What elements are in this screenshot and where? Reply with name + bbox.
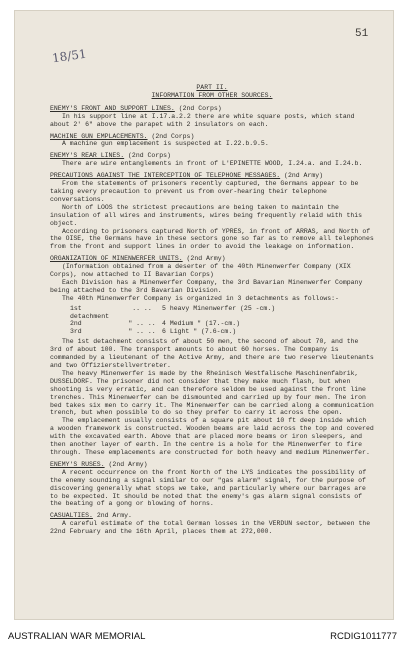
section-body-2: North of LOOS the strictest precautions are being taken to maintain the insulation of all wires and instruments, wires being frequently relaid with this object. [50,203,363,227]
section-heading: MACHINE GUN EMPLACEMENTS. [50,132,148,140]
section-source: (2nd Army) [186,255,226,263]
detachment-type: Light " (7.6-cm.) [169,328,237,336]
part-title: PART II. [196,84,228,91]
handwritten-note: 18/51 [51,46,88,66]
footer-record-id: RCDIG1011777 [330,631,397,642]
part-subtitle: INFORMATION FROM OTHER SOURCES. [151,91,273,99]
archive-footer [0,631,405,647]
section-body: A recent occurrence on the front North of the LYS indicates the possibility of the enemy sounding a signal similar to our "gas alarm" signal, for the purpose of discovering generally what stops we take, and particularly where our barrages are to be expected. It should be noted that the enemy's gas alarm signal consists of the beating of a gong or blowing of horns. [50,468,367,508]
section-body: In his support line at I.17.a.2.2 there are white square posts, which stand about 2' 6" above the parapet with 2 insulators on each. [50,112,355,128]
section-body: From the statements of prisoners recently captured, the Germans appear to be taking every precaution to prevent us from over-hearing their telephone conversations. [50,180,359,203]
section-source: (2nd Corps) [178,104,222,112]
detachment-name: 3rd [70,328,82,336]
section-heading: ENEMY'S FRONT AND SUPPORT LINES. [50,104,175,112]
detachment-count: 6 [162,328,166,336]
section-minenwerfer-units [50,255,374,457]
section-front-support [50,105,374,129]
section-casualties [50,512,374,536]
detachment-type: Medium " (17.-cm.) [169,320,241,328]
section-heading: ENEMY'S RUSES. [50,460,105,468]
section-body: A careful estimate of the total German losses in the VERDUN sector, between the 22nd February and the 16th April, places them at 272,000. [50,520,371,536]
detachment-ditto: " .. .. [128,328,156,336]
section-heading: ORGANIZATION OF MINENWERFER UNITS. [50,255,183,263]
section-enemy-ruses [50,461,374,508]
page-number: 51 [355,28,369,40]
section-body: There are wire entanglements in front of L'EPINETTE WOOD, I.24.a. and I.24.b. [62,160,363,168]
section-body-3: The 40th Minenwerfer Company is organized in 3 detachments as follows:- [62,294,339,302]
detachment-type: heavy Minenwerfer (25 -cm.) [169,304,276,312]
section-source: (2nd Army) [284,172,324,180]
document-body [50,60,374,540]
detachment-ditto: " .. .. [128,320,156,328]
section-body: A machine gun emplacement is suspected at I.22.b.9.5. [62,140,269,148]
section-source: (2nd Army) [108,460,148,468]
section-heading: PRECAUTIONS AGAINST THE INTERCEPTION OF TELEPHONE MESSAGES. [50,172,281,180]
minenwerfer-paragraph: The 1st detachment consists of about 50 men, the second of about 70, and the 3rd of about 100. The transport amounts to about 60 horses. The Company is commanded by a lieutenant of the Active Army, and there are two reserve lieutenants and two Offizierstellvertreter. [50,338,374,369]
document-page [14,10,394,620]
detachment-row [70,328,374,336]
footer-institution: AUSTRALIAN WAR MEMORIAL [8,631,146,642]
detachment-table [70,305,374,337]
detachment-row [70,320,374,328]
minenwerfer-paragraph: The emplacement usually consists of a square pit about 10 ft deep inside which a wooden framework is constructed. Wooden beams are laid across the top and covered with the excavated earth. Above that are placed more beams or iron sleepers, and then another layer of earth. In the centre is a hole for the Minenwerfer to fire through. These emplacements are constructed for both heavy and medium Minenwerfer. [50,417,374,456]
minenwerfer-paragraph: The heavy Minenwerfer is made by the Rheinisch Westfalische Maschinenfabrik, DUSSELDORF. The prisoner did not consider that they make much flash, but when shooting is very erratic, and can therefore seldom be used against the front line trenches. This Minenwerfer can be dismounted and carried up by four men. The iron bed takes six men to carry it. The Minenwerfer can be carried along a communication trench, but when possible to do so they prefer to carry it across the open. [50,369,374,417]
detachment-count: 5 [162,304,166,312]
section-body-2: Each Division has a Minenwerfer Company, the 3rd Bavarian Minenwerfer Company being attached to the 3rd Bavarian Division. [50,278,363,294]
section-heading: CASUALTIES. [50,512,93,520]
section-body: (Information obtained from a deserter of the 40th Minenwerfer Company (XIX Corps), now attached to II Bavarian Corps) [50,263,351,279]
section-rear-lines [50,152,374,168]
detachment-name: 2nd [70,320,82,328]
section-source: (2nd Corps) [128,152,171,160]
detachment-ditto: .. .. [132,304,152,312]
section-mg-emplacements [50,133,374,149]
detachment-name: 1st detachment [70,304,110,320]
section-source: (2nd Corps) [151,132,195,140]
section-telephone-precautions [50,172,374,251]
detachment-count: 4 [162,320,166,328]
section-heading: ENEMY'S REAR LINES. [50,152,125,160]
section-body-3: According to prisoners captured North of YPRES, in front of ARRAS, and North of the OISE, the Germans have in these sectors gone so far as to remove all telephones from the front and support lines in order to avoid the leakage on information. [50,227,374,251]
detachment-row [70,305,374,321]
section-source: 2nd Army. [96,512,132,520]
